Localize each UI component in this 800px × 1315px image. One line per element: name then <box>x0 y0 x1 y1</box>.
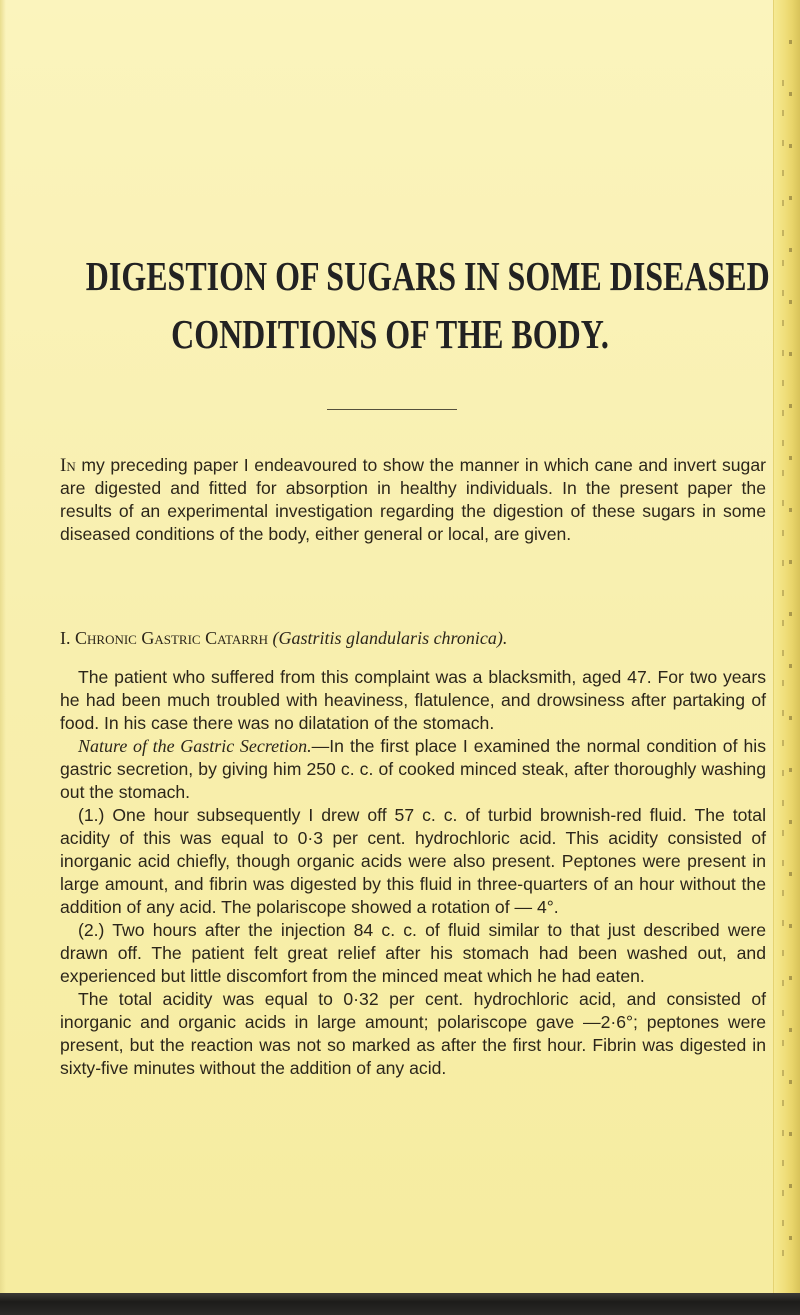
title-divider <box>327 409 457 410</box>
case-body <box>60 666 766 1080</box>
subheading-gastric-secretion: Nature of the Gastric Secretion. <box>78 736 312 756</box>
section-latin-name: (Gastritis glandularis chronica). <box>272 628 508 648</box>
intro-text: my preceding paper I endeavoured to show the manner in which cane and invert sugar are digested and fitted for absorption in healthy individuals. In the present paper the results of an experimental investigation regarding the digestion of these sugars in some diseased conditions of the body, either general or local, are given. <box>60 455 766 544</box>
book-binding-edge <box>773 0 800 1315</box>
intro-first-word: In <box>60 455 76 476</box>
title-line-2: CONDITIONS OF THE BODY. <box>171 311 609 357</box>
paragraph-first-hour: (1.) One hour subsequently I drew off 57 c. c. of turbid brownish-red fluid. The total acidity of this was equal to 0·3 per cent. hydrochloric acid. This acidity consisted of inorganic acid chiefly, though organic acids were also present. Peptones were present in large amount, and fibrin was digested by this fluid in three-quarters of an hour without the addition of any acid. The polariscope showed a rotation of — 4°. <box>60 805 766 917</box>
title-line-1: DIGESTION OF SUGARS IN SOME DISEASED <box>85 253 770 299</box>
paragraph-gastric-secretion <box>60 735 766 804</box>
paragraph-gastric-secretion-text: —In the first place I examined the normal condition of his gastric secretion, by giving him 250 c. c. of cooked minced steak, after thoroughly washing out the stomach. <box>60 736 766 802</box>
section-number: I. <box>60 628 71 648</box>
paragraph-patient: The patient who suffered from this complaint was a blacksmith, aged 47. For two years he had been much troubled with heaviness, flatulence, and drowsiness after partaking of food. In his case there was no dilatation of the stomach. <box>60 667 766 733</box>
paragraph-second-hour: (2.) Two hours after the injection 84 c. c. of fluid similar to that just described were drawn off. The patient felt great relief after his stomach had been washed out, and experienced but little discomfort from the minced meat which he had eaten. <box>60 920 766 986</box>
page-bottom-edge <box>0 1293 800 1315</box>
paragraph-total-acidity: The total acidity was equal to 0·32 per cent. hydrochloric acid, and consisted of inorganic and organic acids in large amount; polariscope gave —2·6°; peptones were present, but the reaction was not so marked as after the first hour. Fibrin was digested in sixty-five minutes without the addition of any acid. <box>60 989 766 1078</box>
section-heading <box>60 628 766 649</box>
page-left-edge <box>0 0 6 1315</box>
intro-paragraph <box>60 454 766 546</box>
section-title: Chronic Gastric Catarrh <box>75 628 269 648</box>
